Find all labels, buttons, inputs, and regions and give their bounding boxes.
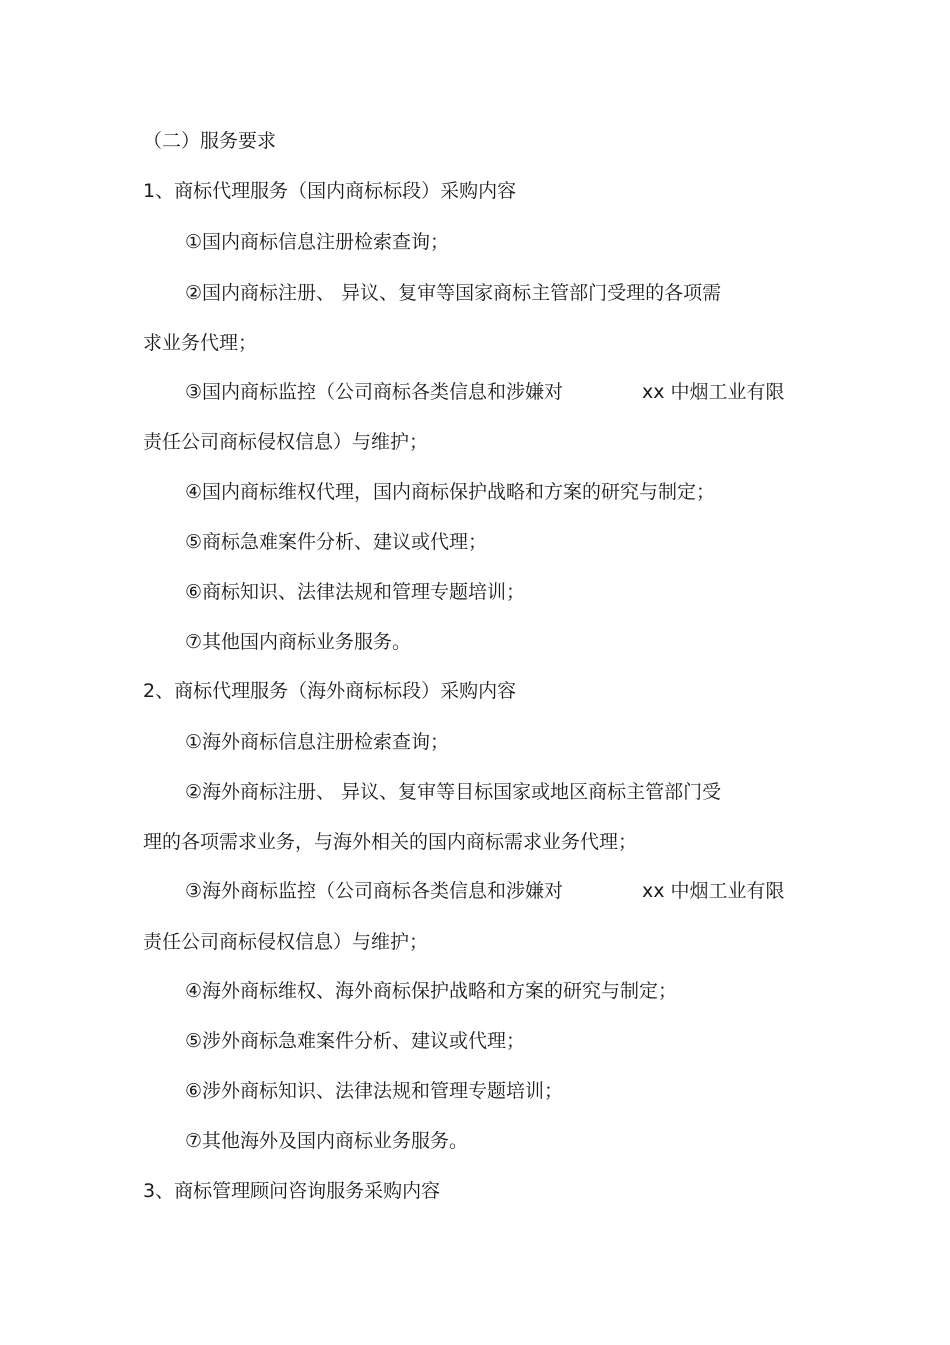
part2-item4: ④海外商标维权、海外商标保护战略和方案的研究与制定；: [185, 980, 678, 1002]
part1-item3-line1-b: xx 中烟工业有限: [642, 381, 785, 403]
part1-item7: ⑦其他国内商标业务服务。: [185, 631, 412, 653]
part1-item5: ⑤商标急难案件分析、建议或代理；: [185, 531, 488, 553]
part1-item4: ④国内商标维权代理，国内商标保护战略和方案的研究与制定；: [185, 481, 716, 503]
part1-item1: ①国内商标信息注册检索查询；: [185, 231, 450, 253]
part2-item2-line2: 理的各项需求业务，与海外相关的国内商标需求业务代理；: [143, 831, 638, 853]
part2-item5: ⑤涉外商标急难案件分析、建议或代理；: [185, 1030, 526, 1052]
part1-item3-line2: 责任公司商标侵权信息）与维护；: [143, 431, 429, 453]
part1-item2-line2: 求业务代理；: [143, 332, 258, 354]
part2-item3-line1-a: ③海外商标监控（公司商标各类信息和涉嫌对: [185, 880, 564, 902]
part1-item6: ⑥商标知识、法律法规和管理专题培训；: [185, 581, 526, 603]
section-title: （二）服务要求: [143, 130, 277, 152]
part2-item7: ⑦其他海外及国内商标业务服务。: [185, 1130, 469, 1152]
part2-item6: ⑥涉外商标知识、法律法规和管理专题培训；: [185, 1080, 564, 1102]
part1-heading: 1、商标代理服务（国内商标标段）采购内容: [143, 180, 517, 202]
part1-item2-line1: ②国内商标注册、 异议、复审等国家商标主管部门受理的各项需: [185, 282, 722, 304]
part2-item2-line1: ②海外商标注册、 异议、复审等目标国家或地区商标主管部门受: [185, 781, 722, 803]
part2-heading: 2、商标代理服务（海外商标标段）采购内容: [143, 680, 517, 702]
part2-item3-line2: 责任公司商标侵权信息）与维护；: [143, 931, 429, 953]
part2-item3-line1-b: xx 中烟工业有限: [642, 880, 785, 902]
part3-heading: 3、商标管理顾问咨询服务采购内容: [143, 1180, 441, 1202]
part2-item1: ①海外商标信息注册检索查询；: [185, 731, 450, 753]
part1-item3-line1-a: ③国内商标监控（公司商标各类信息和涉嫌对: [185, 381, 564, 403]
